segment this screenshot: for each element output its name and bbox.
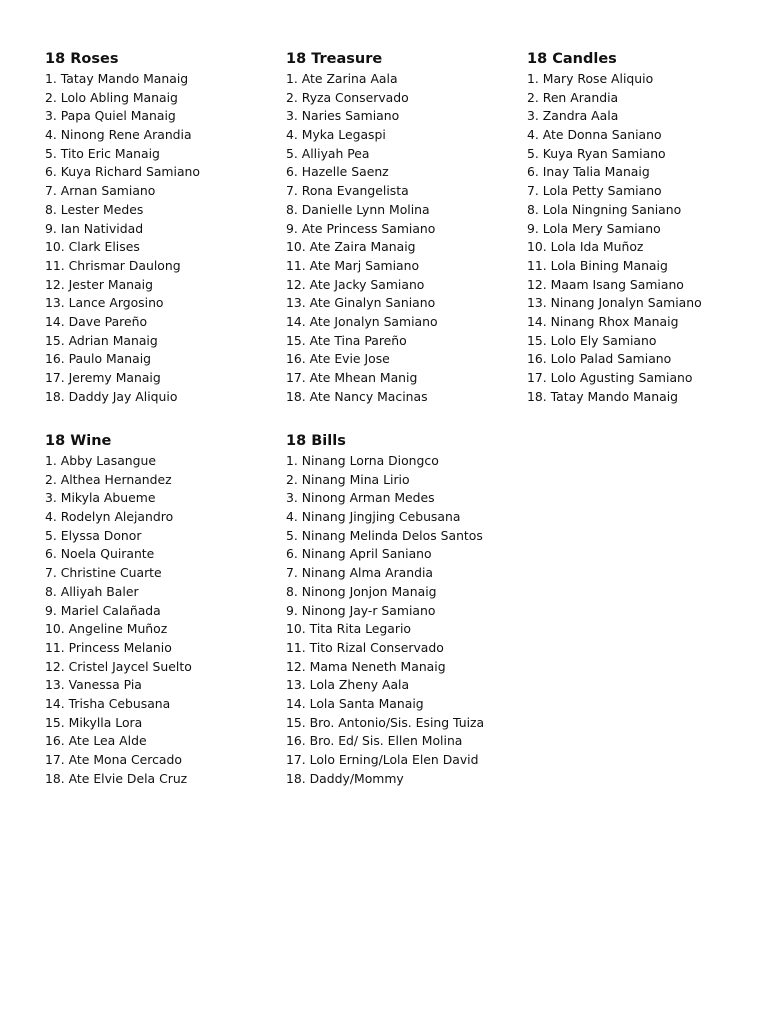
list-item: 16. Paulo Manaig: [45, 351, 152, 367]
list-item: 12. Maam Isang Samiano: [527, 276, 684, 292]
section-18-roses: [45, 49, 281, 406]
list-item: 9. Ate Princess Samiano: [286, 220, 436, 236]
list-item: 14. Ninang Rhox Manaig: [527, 313, 679, 329]
list-item: 18. Daddy/Mommy: [286, 770, 404, 786]
section-title: 18 Bills: [286, 433, 346, 449]
section-18-wine: [45, 431, 281, 788]
list-item: 13. Lola Zheny Aala: [286, 677, 410, 693]
list-item: 5. Ninang Melinda Delos Santos: [286, 527, 483, 543]
list-item: 12. Cristel Jaycel Suelto: [45, 658, 192, 674]
list-item: 16. Bro. Ed/ Sis. Ellen Molina: [286, 733, 463, 749]
list-item: 10. Clark Elises: [45, 239, 140, 255]
section-title: 18 Wine: [45, 433, 112, 449]
list-item: 2. Lolo Abling Manaig: [45, 89, 178, 105]
list-item: 11. Chrismar Daulong: [45, 257, 181, 273]
list-item: 2. Ninang Mina Lirio: [286, 471, 410, 487]
section-title: 18 Treasure: [286, 51, 383, 67]
list-item: 17. Ate Mhean Manig: [286, 370, 418, 385]
list-item: 4. Ate Donna Saniano: [527, 127, 662, 143]
section-18-candles: [527, 49, 763, 406]
list-item: 6. Hazelle Saenz: [286, 164, 389, 180]
list-item: 11. Tito Rizal Conservado: [286, 639, 444, 655]
list-item: 9. Ninong Jay-r Samiano: [286, 602, 436, 618]
list-item: 6. Ninang April Saniano: [286, 546, 432, 562]
list-item: 7. Rona Evangelista: [286, 183, 409, 199]
list-item: 1. Mary Rose Aliquio: [527, 71, 654, 86]
list-item: 14. Lola Santa Manaig: [286, 695, 424, 711]
list-item: 1. Abby Lasangue: [45, 453, 156, 468]
list-item: 16. Ate Lea Alde: [45, 733, 147, 749]
list-item: 9. Lola Mery Samiano: [527, 220, 661, 236]
list-item: 14. Dave Pareño: [45, 313, 148, 329]
list-item: 8. Alliyah Baler: [45, 583, 139, 599]
list-item: 15. Ate Tina Pareño: [286, 332, 407, 348]
list-item: 3. Ninong Arman Medes: [286, 490, 435, 506]
list-item: 9. Ian Natividad: [45, 220, 144, 236]
list-item: 3. Naries Samiano: [286, 108, 400, 124]
list-item: 16. Lolo Palad Samiano: [527, 351, 672, 367]
list-item: 18. Tatay Mando Manaig: [527, 388, 679, 404]
list-item: 4. Rodelyn Alejandro: [45, 509, 174, 525]
list-item: 11. Princess Melanio: [45, 639, 172, 655]
list-item: 10. Ate Zaira Manaig: [286, 239, 416, 255]
list-item: 9. Mariel Calañada: [45, 602, 161, 618]
list-item: 10. Lola Ida Muñoz: [527, 239, 644, 255]
list-item: 7. Christine Cuarte: [45, 565, 162, 581]
list-item: 15. Bro. Antonio/Sis. Esing Tuiza: [286, 714, 485, 730]
list-item: 18. Ate Nancy Macinas: [286, 388, 428, 404]
list-item: 10. Angeline Muñoz: [45, 621, 168, 637]
list-item: 5. Tito Eric Manaig: [45, 145, 160, 161]
list-item: 13. Ninang Jonalyn Samiano: [527, 295, 702, 311]
list-item: 8. Ninong Jonjon Manaig: [286, 583, 437, 599]
list-item: 7. Ninang Alma Arandia: [286, 565, 434, 581]
list-item: 13. Ate Ginalyn Saniano: [286, 295, 436, 311]
list-item: 17. Lolo Erning/Lola Elen David: [286, 752, 479, 767]
list-item: 18. Ate Elvie Dela Cruz: [45, 770, 188, 786]
list-item: 12. Ate Jacky Samiano: [286, 276, 425, 292]
name-list: [45, 70, 281, 406]
list-item: 13. Lance Argosino: [45, 295, 164, 311]
list-item: 14. Ate Jonalyn Samiano: [286, 313, 438, 329]
name-list: [286, 452, 522, 788]
list-item: 17. Lolo Agusting Samiano: [527, 370, 693, 385]
list-item: 5. Kuya Ryan Samiano: [527, 145, 666, 161]
list-item: 1. Ate Zarina Aala: [286, 71, 398, 86]
list-item: 11. Lola Bining Manaig: [527, 257, 668, 273]
list-item: 1. Tatay Mando Manaig: [45, 71, 189, 86]
list-item: 5. Elyssa Donor: [45, 527, 142, 543]
list-item: 14. Trisha Cebusana: [45, 695, 171, 711]
list-item: 15. Mikylla Lora: [45, 714, 143, 730]
list-item: 6. Noela Quirante: [45, 546, 155, 562]
list-item: 13. Vanessa Pia: [45, 677, 142, 693]
list-item: 8. Danielle Lynn Molina: [286, 201, 430, 217]
list-item: 7. Arnan Samiano: [45, 183, 156, 199]
name-list: [45, 452, 281, 788]
name-list: [286, 70, 522, 406]
list-item: 4. Myka Legaspi: [286, 127, 386, 143]
list-item: 17. Jeremy Manaig: [45, 370, 161, 385]
list-item: 2. Ryza Conservado: [286, 89, 409, 105]
list-item: 17. Ate Mona Cercado: [45, 752, 182, 767]
list-item: 1. Ninang Lorna Diongco: [286, 453, 439, 468]
list-item: 6. Kuya Richard Samiano: [45, 164, 200, 180]
list-item: 12. Mama Neneth Manaig: [286, 658, 446, 674]
list-item: 8. Lester Medes: [45, 201, 144, 217]
list-item: 11. Ate Marj Samiano: [286, 257, 420, 273]
list-item: 18. Daddy Jay Aliquio: [45, 388, 178, 404]
list-item: 2. Althea Hernandez: [45, 471, 172, 487]
list-item: 2. Ren Arandia: [527, 89, 619, 105]
list-item: 8. Lola Ningning Saniano: [527, 201, 682, 217]
list-item: 6. Inay Talia Manaig: [527, 164, 650, 180]
section-18-bills: [286, 431, 522, 788]
list-item: 15. Lolo Ely Samiano: [527, 332, 657, 348]
list-item: 3. Zandra Aala: [527, 108, 619, 124]
list-item: 3. Papa Quiel Manaig: [45, 108, 176, 124]
name-list: [527, 70, 763, 406]
list-item: 5. Alliyah Pea: [286, 145, 370, 161]
list-item: 4. Ninong Rene Arandia: [45, 127, 192, 143]
list-item: 3. Mikyla Abueme: [45, 490, 156, 506]
list-item: 10. Tita Rita Legario: [286, 621, 411, 637]
list-item: 4. Ninang Jingjing Cebusana: [286, 509, 461, 525]
section-18-treasure: [286, 49, 522, 406]
section-title: 18 Roses: [45, 51, 119, 67]
list-item: 12. Jester Manaig: [45, 276, 153, 292]
list-item: 15. Adrian Manaig: [45, 332, 158, 348]
list-item: 7. Lola Petty Samiano: [527, 183, 662, 199]
list-item: 16. Ate Evie Jose: [286, 351, 390, 367]
section-title: 18 Candles: [527, 51, 617, 67]
